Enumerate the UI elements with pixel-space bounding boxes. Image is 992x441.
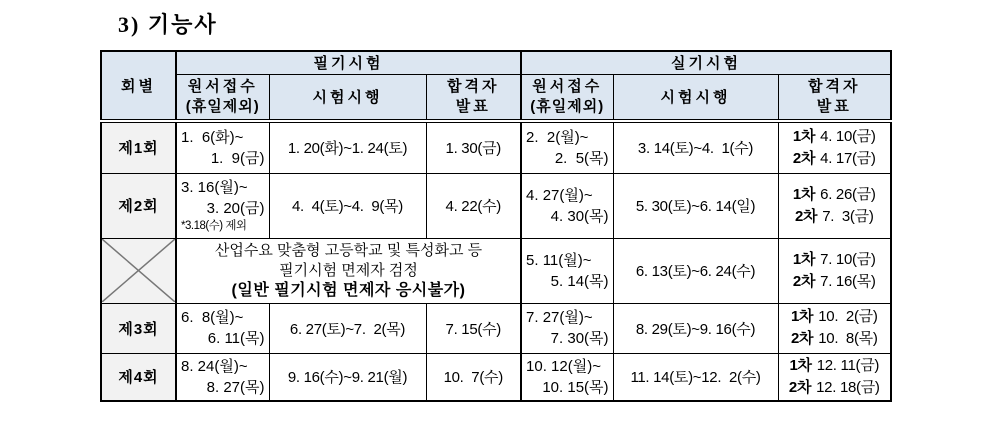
practical-exam-period: 3. 14(토)~4. 1(수)	[613, 121, 778, 173]
practical-exam-period: 5. 30(토)~6. 14(일)	[613, 173, 778, 238]
application-exclusion-note: *3.18(수) 제외	[181, 220, 247, 232]
row-written-exemption	[101, 238, 891, 303]
practical-pass-dates: 1차 10. 2(금) 2차 10. 8(목)	[778, 303, 891, 353]
header-written-application-line1: 원서접수	[187, 77, 258, 95]
header-practical-pass-announcement	[778, 74, 891, 121]
written-exemption-notice: 산업수요 맞춤형 고등학교 및 특성화고 등 필기시험 면제자 검정 (일반 필기시험 면제자 응시불가)	[176, 238, 521, 303]
session-crossed-out-cell	[101, 238, 176, 303]
row-session-4	[101, 353, 891, 401]
header-written-exam-dates: 시험시행	[269, 74, 426, 121]
header-row-subcolumns	[101, 74, 891, 121]
header-practical-application-line2: (휴일제외)	[530, 97, 605, 115]
practical-exam-period: 6. 13(토)~6. 24(수)	[613, 238, 778, 303]
session-label: 제3회	[101, 303, 176, 353]
practical-application-period: 4. 27(월)~ 4. 30(목)	[521, 173, 613, 238]
header-written-pass-announcement	[426, 74, 521, 121]
written-exam-period: 1. 20(화)~1. 24(토)	[269, 121, 426, 173]
written-pass-date: 7. 15(수)	[426, 303, 521, 353]
session-label: 제2회	[101, 173, 176, 238]
diagonal-cross-icon	[102, 239, 175, 302]
header-practical-application	[521, 74, 613, 121]
craftsman-exam-schedule-table	[100, 50, 892, 402]
session-label: 제4회	[101, 353, 176, 401]
practical-pass-dates: 1차 4. 10(금) 2차 4. 17(금)	[778, 121, 891, 173]
row-session-1	[101, 121, 891, 173]
header-practical-application-line1: 원서접수	[532, 77, 603, 95]
practical-application-period: 7. 27(월)~ 7. 30(목)	[521, 303, 613, 353]
page-title: 3) 기능사	[118, 12, 218, 37]
written-application-period: 1. 6(화)~ 1. 9(금)	[176, 121, 269, 173]
written-exam-period: 4. 4(토)~4. 9(목)	[269, 173, 426, 238]
written-application-period: 3. 16(월)~ 3. 20(금) *3.18(수) 제외	[176, 173, 269, 238]
practical-application-period: 2. 2(월)~ 2. 5(목)	[521, 121, 613, 173]
row-session-2	[101, 173, 891, 238]
written-pass-date: 1. 30(금)	[426, 121, 521, 173]
session-label: 제1회	[101, 121, 176, 173]
practical-pass-dates: 1차 7. 10(금) 2차 7. 16(목)	[778, 238, 891, 303]
practical-application-period: 5. 11(월)~ 5. 14(목)	[521, 238, 613, 303]
header-practical-pass-line1: 합격자	[808, 77, 861, 95]
written-pass-date: 10. 7(수)	[426, 353, 521, 401]
header-written-application-line2: (휴일제외)	[185, 97, 260, 115]
written-exam-period: 6. 27(토)~7. 2(목)	[269, 303, 426, 353]
practical-exam-period: 11. 14(토)~12. 2(수)	[613, 353, 778, 401]
header-practical-exam-dates: 시험시행	[613, 74, 778, 121]
row-session-3	[101, 303, 891, 353]
practical-pass-dates: 1차 6. 26(금) 2차 7. 3(금)	[778, 173, 891, 238]
header-row-sections	[101, 51, 891, 74]
header-written-exam-section: 필기시험	[176, 51, 521, 74]
header-practical-exam-section: 실기시험	[521, 51, 891, 74]
header-written-application	[176, 74, 269, 121]
header-session: 회별	[101, 51, 176, 121]
header-written-pass-line2: 발표	[455, 97, 491, 115]
practical-exam-period: 8. 29(토)~9. 16(수)	[613, 303, 778, 353]
written-pass-date: 4. 22(수)	[426, 173, 521, 238]
practical-application-period: 10. 12(월)~ 10. 15(목)	[521, 353, 613, 401]
practical-pass-dates: 1차 12. 11(금) 2차 12. 18(금)	[778, 353, 891, 401]
header-practical-pass-line2: 발표	[816, 97, 852, 115]
header-written-pass-line1: 합격자	[447, 77, 500, 95]
written-application-period: 8. 24(월)~ 8. 27(목)	[176, 353, 269, 401]
written-application-period: 6. 8(월)~ 6. 11(목)	[176, 303, 269, 353]
written-exam-period: 9. 16(수)~9. 21(월)	[269, 353, 426, 401]
